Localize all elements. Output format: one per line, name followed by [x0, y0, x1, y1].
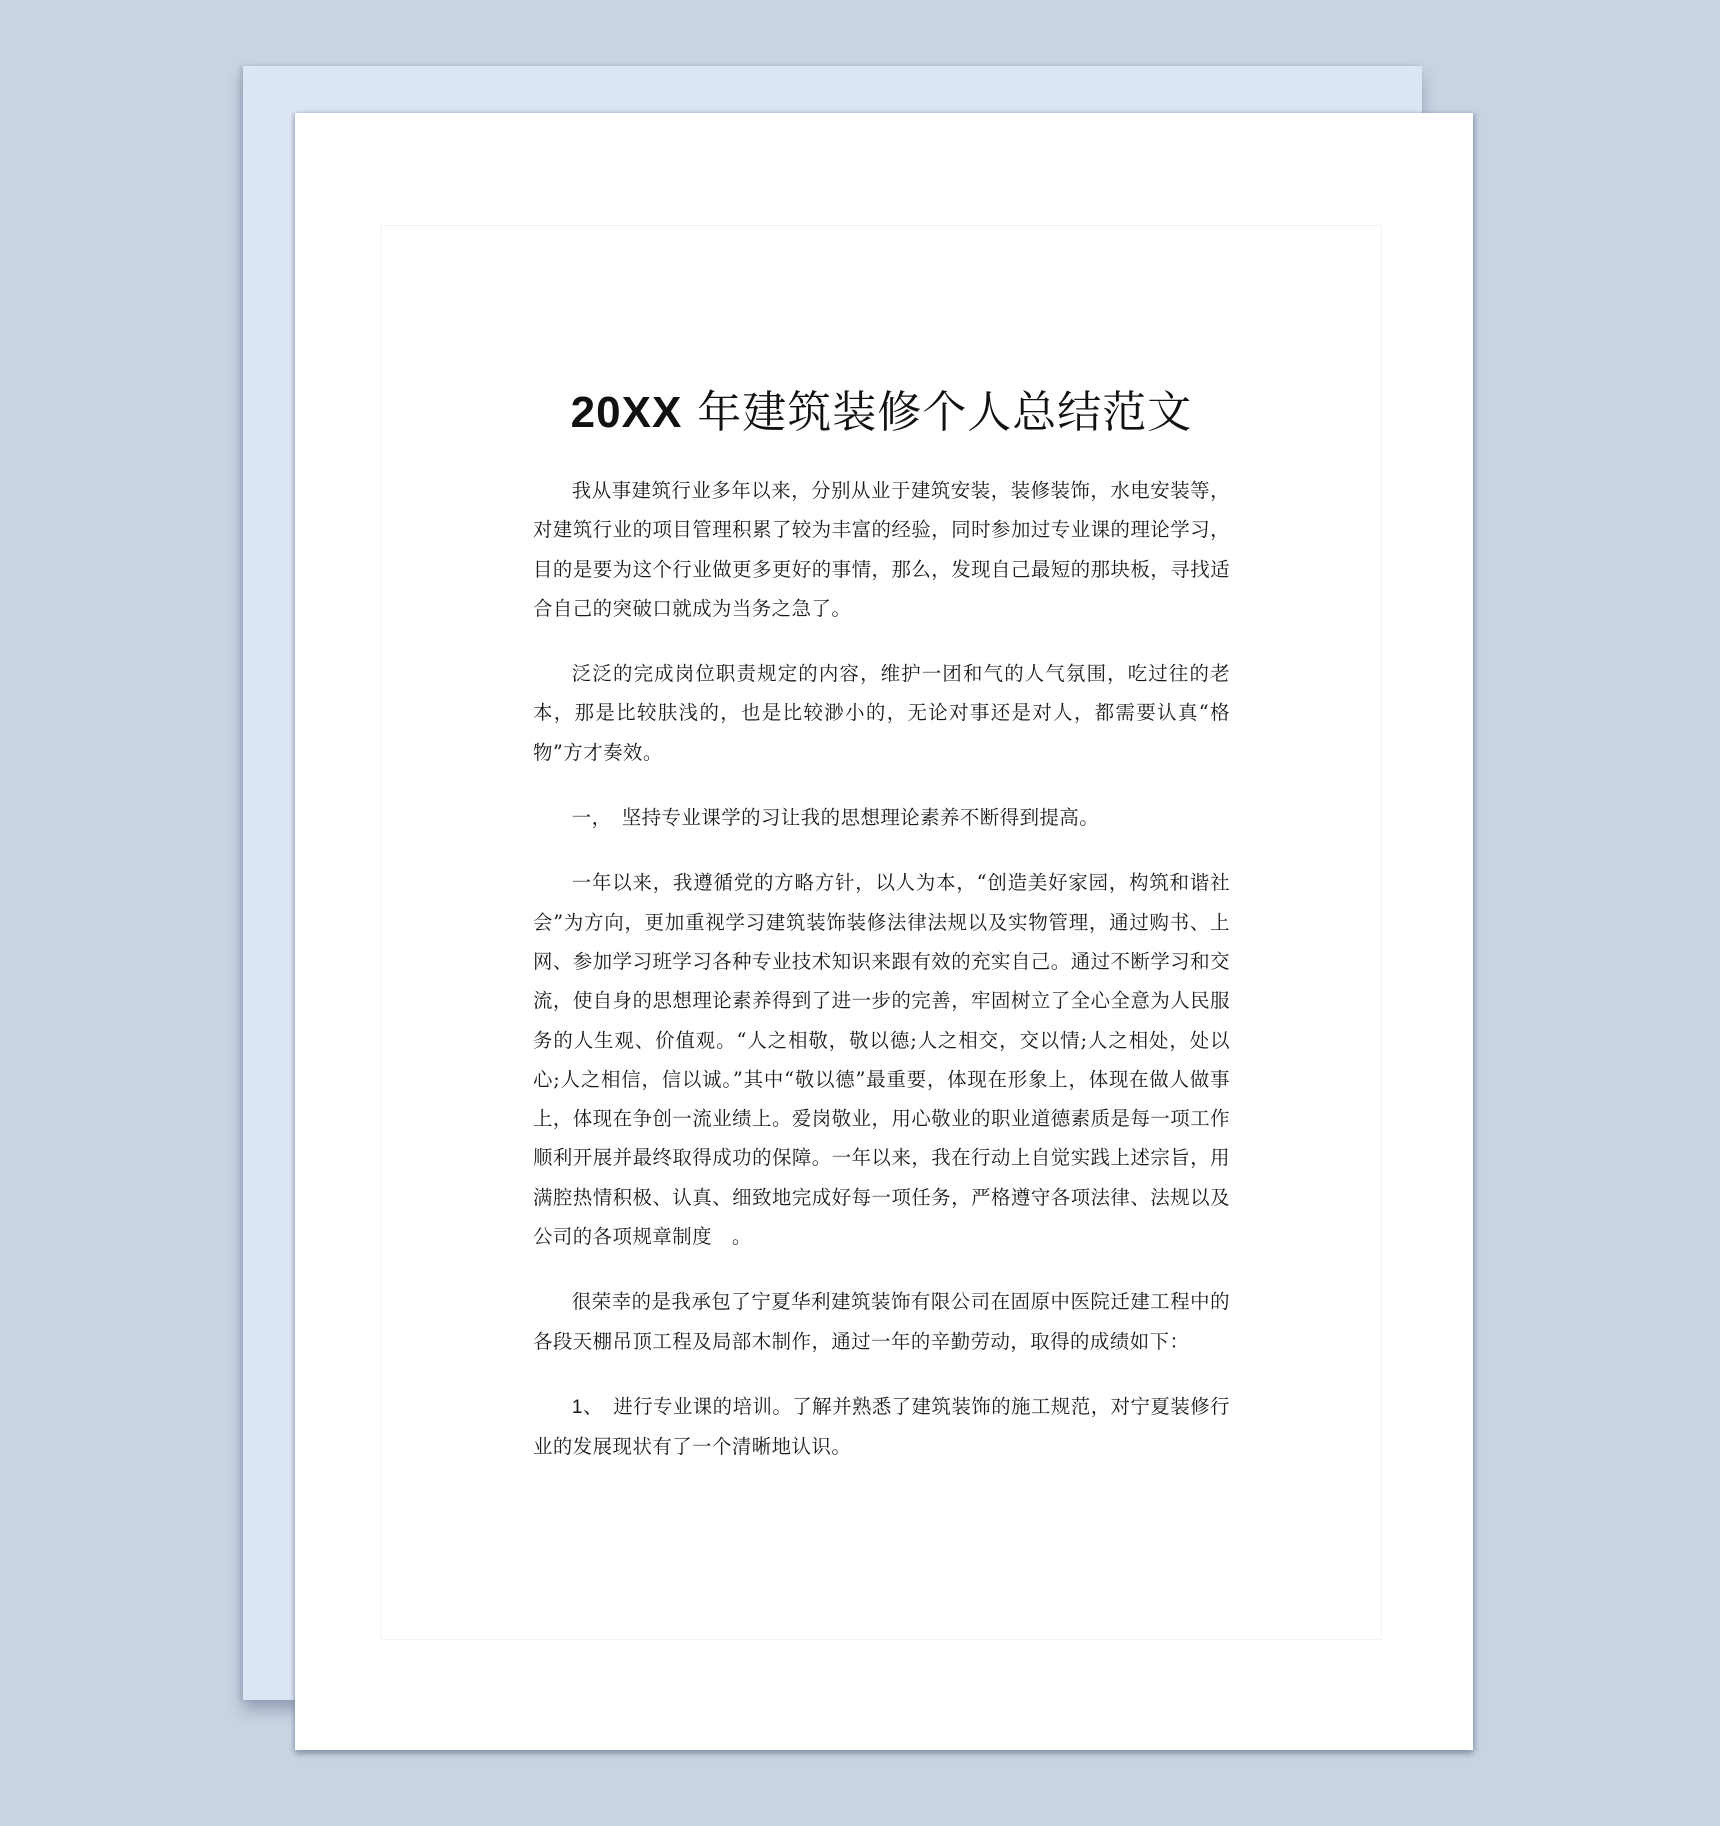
list-item-1	[533, 1387, 1230, 1467]
paragraph-study: 一年以来，我遵循党的方略方针，以人为本，“创造美好家园，构筑和谐社会”为方向，更加重视学习建筑装饰装修法律法规以及实物管理，通过购书、上网、参加学习班学习各种专业技术知识来跟有效的充实自己。通过不断学习和交流，使自身的思想理论素养得到了进一步的完善，牢固树立了全心全意为人民服务的人生观、价值观。“人之相敬，敬以德;人之相交，交以情;人之相处，处以心;人之相信，信以诚。”其中“敬以德”最重要，体现在形象上，体现在做人做事上，体现在争创一流业绩上。爱岗敬业，用心敬业的职业道德素质是每一项工作顺利开展并最终取得成功的保障。一年以来，我在行动上自觉实践上述宗旨，用满腔热情积极、认真、细致地完成好每一项任务，严格遵守各项法律、法规以及公司的各项规章制度 。	[533, 871, 1230, 1249]
document-body	[533, 383, 1230, 1493]
list-marker: 1、	[571, 1395, 594, 1418]
title-text: 年建筑装修个人总结范文	[682, 387, 1193, 438]
paragraph-intro: 我从事建筑行业多年以来，分别从业于建筑安装，装修装饰，水电安装等，对建筑行业的项目管理积累了较为丰富的经验，同时参加过专业课的理论学习，目的是要为这个行业做更多更好的事情，那么，发现自己最短的那块板，寻找适合自己的突破口就成为当务之急了。	[533, 479, 1230, 620]
document-title	[533, 383, 1230, 443]
paragraph-attitude: 泛泛的完成岗位职责规定的内容，维护一团和气的人气氛围，吃过往的老本，那是比较肤浅的，也是比较渺小的，无论对事还是对人，都需要认真“格物”方才奏效。	[533, 662, 1230, 764]
title-year: 20XX	[570, 388, 683, 437]
front-page-sheet	[295, 113, 1473, 1750]
list-item-text: 进行专业课的培训。了解并熟悉了建筑装饰的施工规范，对宁夏装修行业的发展现状有了一个清晰地认识。	[533, 1394, 1231, 1459]
section-heading-1: 一， 坚持专业课学的习让我的思想理论素养不断得到提高。	[571, 806, 1100, 830]
paragraph-project: 很荣幸的是我承包了宁夏华利建筑装饰有限公司在固原中医院迁建工程中的各段天棚吊顶工程及局部木制作，通过一年的辛勤劳动，取得的成绩如下：	[533, 1290, 1230, 1353]
